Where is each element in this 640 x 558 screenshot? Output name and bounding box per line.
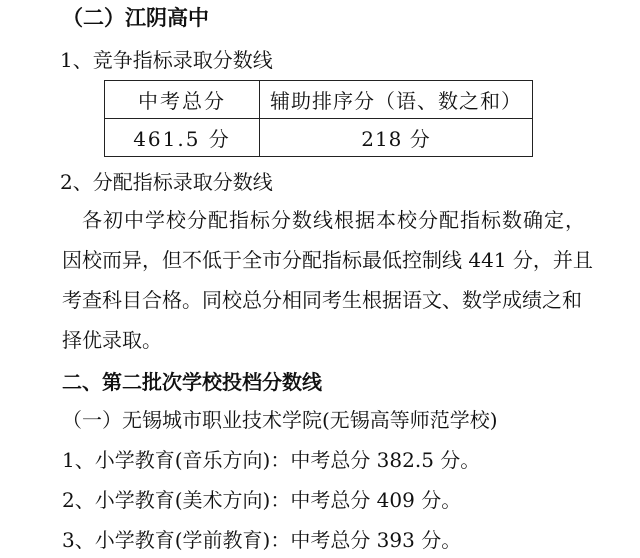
table-cell: 461.5 分 <box>105 119 260 157</box>
paragraph-line: 各初中学校分配指标分数线根据本校分配指标数确定， <box>82 208 586 232</box>
list-item: 1、小学教育(音乐方向)：中考总分 382.5 分。 <box>62 448 481 472</box>
table-cell: 218 分 <box>260 119 533 157</box>
item2-title: 2、分配指标录取分数线 <box>60 170 273 194</box>
paragraph-line: 因校而异，但不低于全市分配指标最低控制线 441 分，并且 <box>62 248 593 272</box>
section-heading-jiangyin: （二）江阴高中 <box>62 6 209 30</box>
subsection-heading: （一）无锡城市职业技术学院(无锡高等师范学校) <box>62 408 498 432</box>
paragraph-line: 择优录取。 <box>62 328 162 352</box>
score-table <box>104 80 533 157</box>
table-header-cell: 辅助排序分（语、数之和） <box>260 81 533 119</box>
list-item: 3、小学教育(学前教育)：中考总分 393 分。 <box>62 528 462 552</box>
table-header-cell: 中考总分 <box>105 81 260 119</box>
section-heading-batch2: 二、第二批次学校投档分数线 <box>62 370 322 394</box>
paragraph-line: 考查科目合格。同校总分相同考生根据语文、数学成绩之和 <box>62 288 582 312</box>
item1-title: 1、竞争指标录取分数线 <box>60 48 273 72</box>
list-item: 2、小学教育(美术方向)：中考总分 409 分。 <box>62 488 462 512</box>
table-row <box>105 119 533 157</box>
table-header-row <box>105 81 533 119</box>
